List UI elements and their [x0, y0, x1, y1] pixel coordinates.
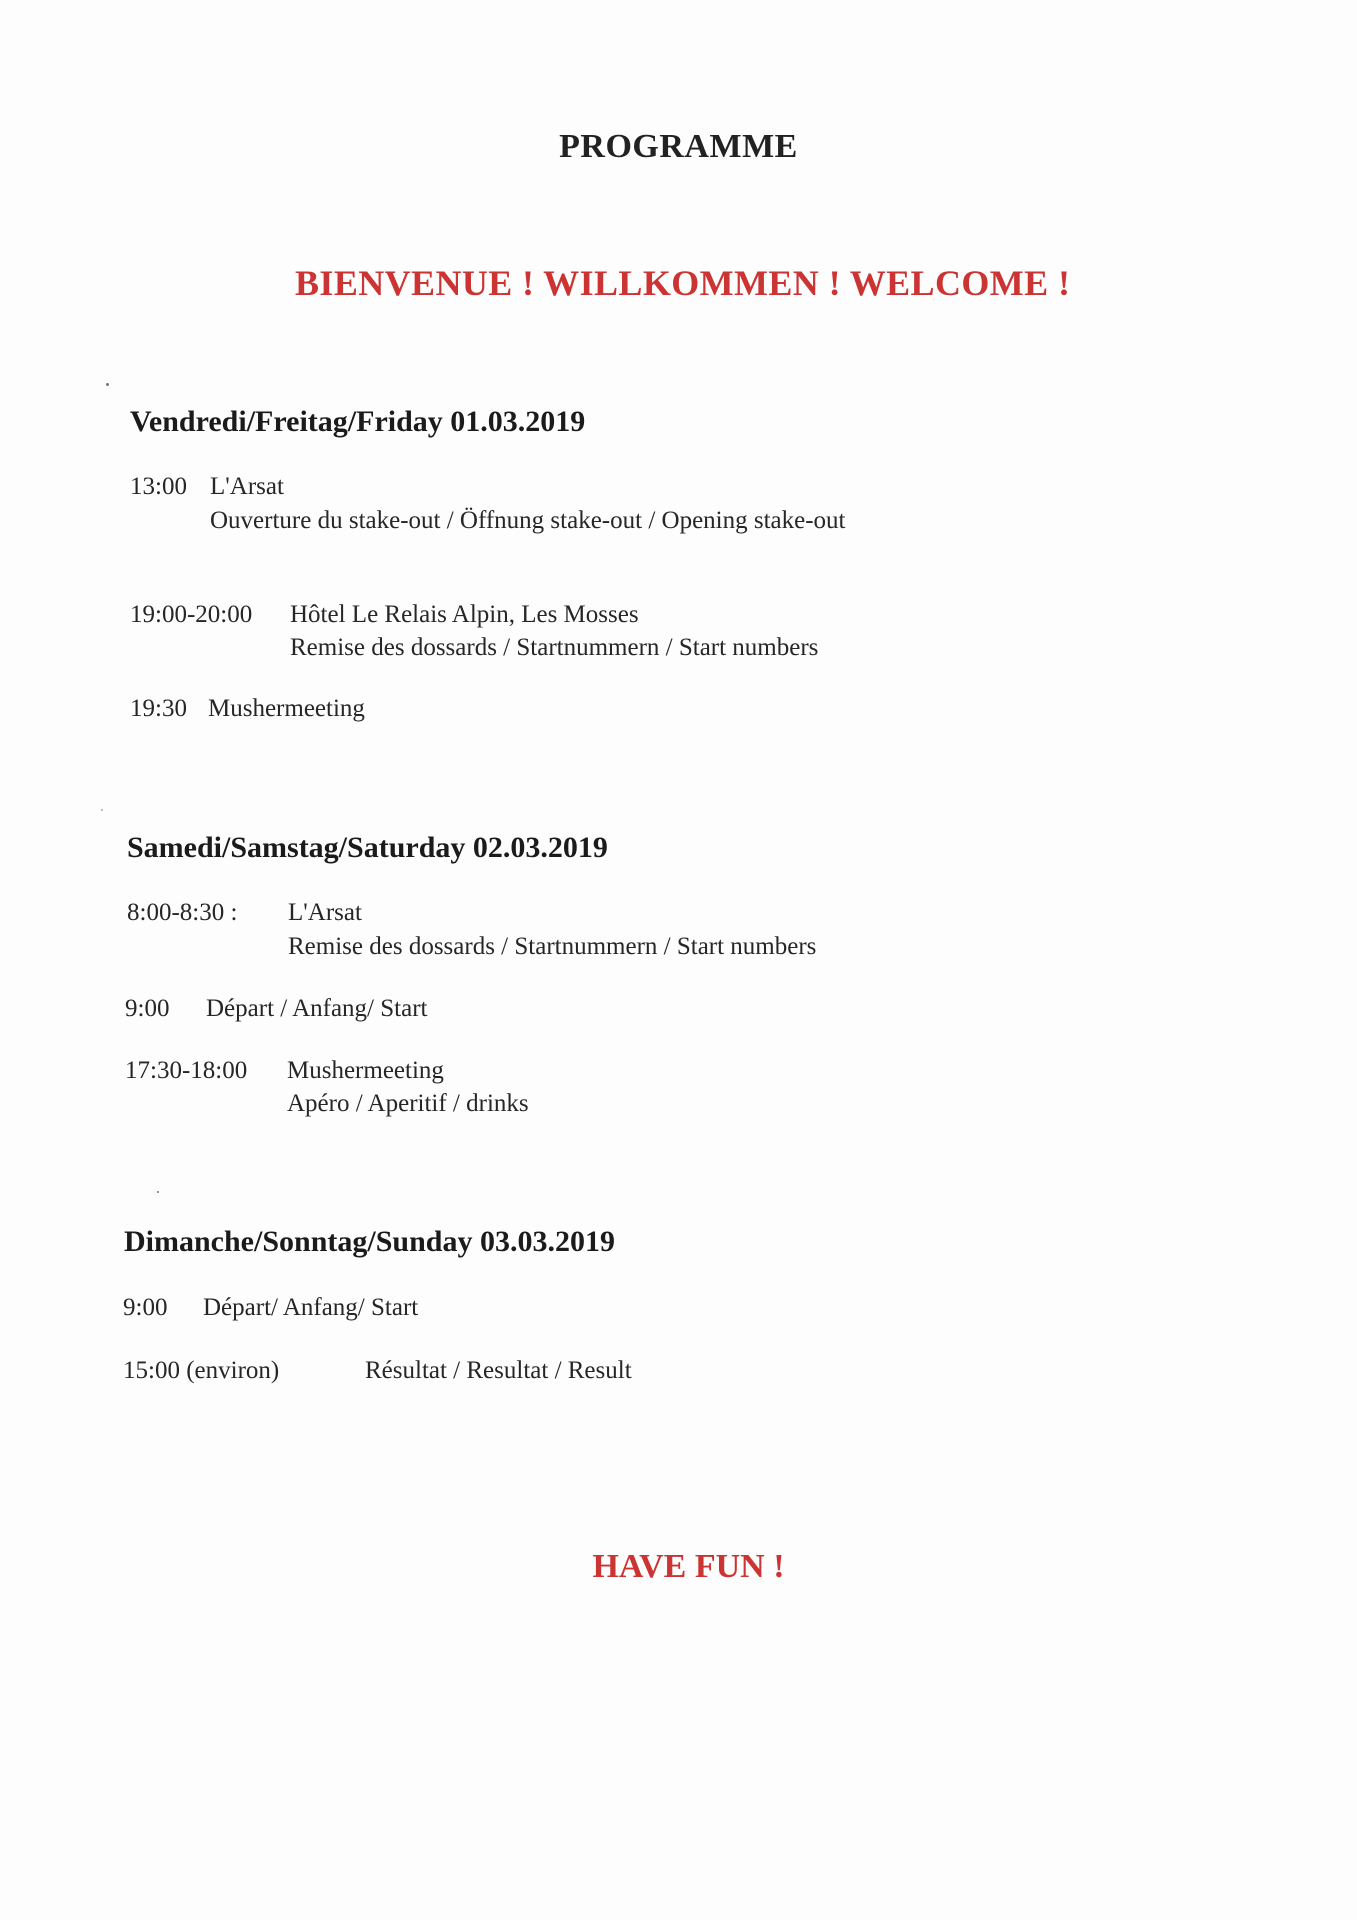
entry-time: 9:00 [125, 995, 170, 1022]
entry-time: 15:00 (environ) [123, 1357, 280, 1384]
entry-description: Remise des dossards / Startnummern / Start numbers [290, 634, 819, 661]
scan-speck [101, 809, 103, 811]
entry-description: Remise des dossards / Startnummern / Start numbers [288, 933, 817, 960]
entry-time: 19:30 [130, 695, 187, 722]
entry-time: 17:30-18:00 [125, 1057, 248, 1084]
entry-description: Ouverture du stake-out / Öffnung stake-out / Opening stake-out [210, 507, 846, 534]
entry-description: Départ / Anfang/ Start [206, 995, 428, 1022]
entry-location: Hôtel Le Relais Alpin, Les Mosses [290, 601, 639, 628]
entry-time: 8:00-8:30 : [127, 899, 238, 926]
day-heading-saturday: Samedi/Samstag/Saturday 02.03.2019 [127, 831, 608, 864]
entry-description: Départ/ Anfang/ Start [203, 1294, 419, 1321]
entry-location: L'Arsat [288, 899, 362, 926]
day-heading-friday: Vendredi/Freitag/Friday 01.03.2019 [130, 405, 586, 438]
closing-message: HAVE FUN ! [592, 1548, 785, 1585]
scan-speck [157, 1191, 159, 1193]
scan-speck [106, 383, 109, 386]
entry-time: 9:00 [123, 1294, 168, 1321]
entry-description: Résultat / Resultat / Result [365, 1357, 632, 1384]
welcome-banner: BIENVENUE ! WILLKOMMEN ! WELCOME ! [295, 263, 1071, 303]
entry-description: Mushermeeting [208, 695, 365, 722]
entry-description: Mushermeeting [287, 1057, 444, 1084]
entry-time: 19:00-20:00 [130, 601, 253, 628]
entry-description: Apéro / Aperitif / drinks [287, 1090, 529, 1117]
page-title: PROGRAMME [559, 128, 798, 165]
day-heading-sunday: Dimanche/Sonntag/Sunday 03.03.2019 [124, 1225, 615, 1258]
entry-time: 13:00 [130, 473, 187, 500]
entry-location: L'Arsat [210, 473, 284, 500]
